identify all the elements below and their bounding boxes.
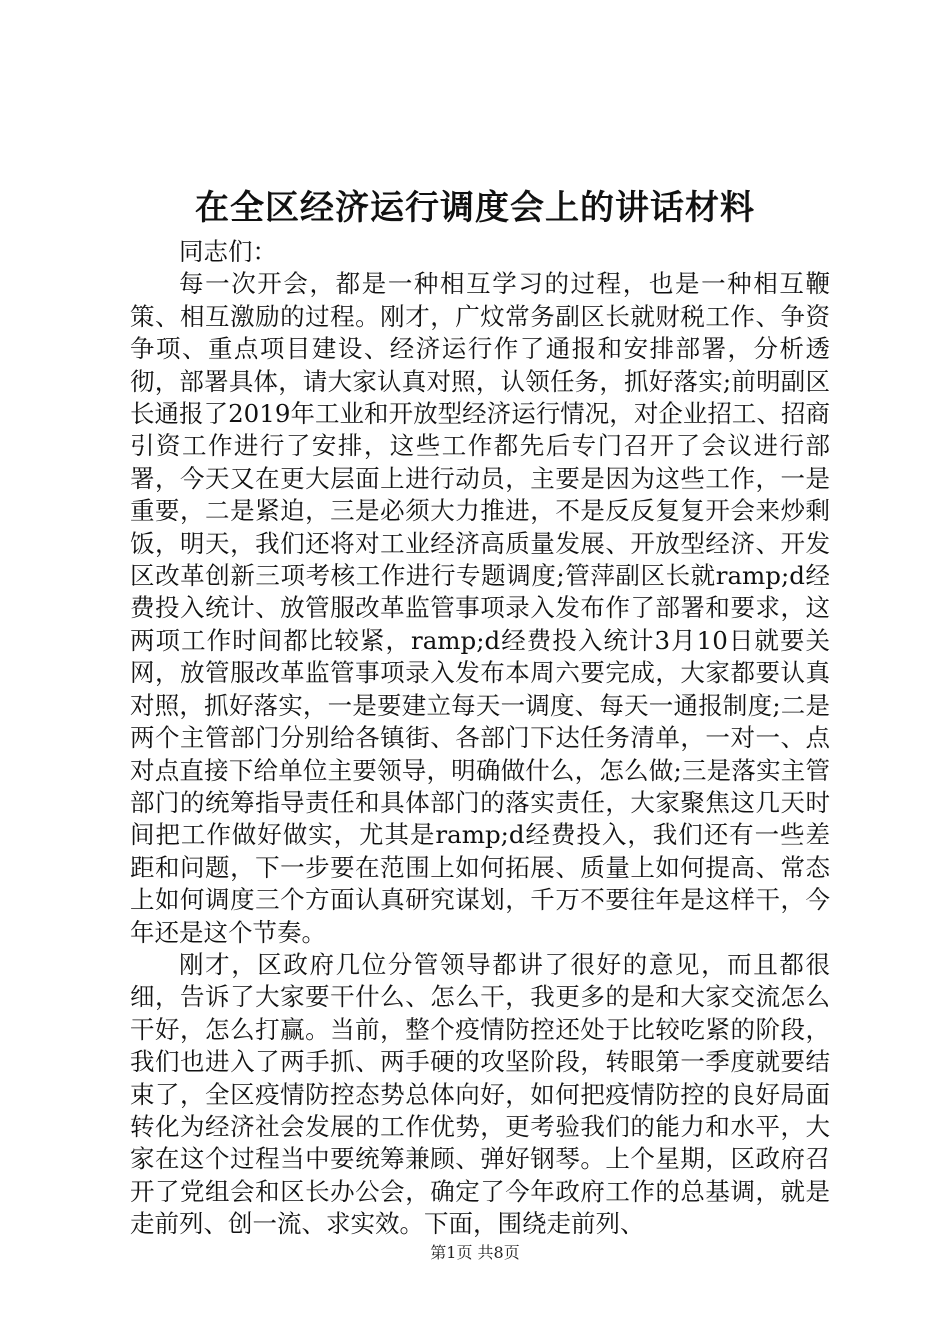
- page-number: 第1页 共8页: [430, 1243, 520, 1262]
- paragraph-2: 刚才，区政府几位分管领导都讲了很好的意见，而且都很细，告诉了大家要干什么、怎么干，我更多的是和大家交流怎么干好，怎么打赢。当前，整个疫情防控还处于比较吃紧的阶段，我们也进入了两手抓、两手硬的攻坚阶段，转眼第一季度就要结束了，全区疫情防控态势总体向好，如何把疫情防控的良好局面转化为经济社会发展的工作优势，更考验我们的能力和水平，大家在这个过程当中要统筹兼顾、弹好钢琴。上个星期，区政府召开了党组会和区长办公会，确定了今年政府工作的总基调，就是走前列、创一流、求实效。下面，围绕走前列、: [130, 949, 830, 1239]
- page-footer: [0, 1242, 950, 1264]
- document-title: 在全区经济运行调度会上的讲话材料: [195, 188, 755, 228]
- document-body: [130, 236, 830, 1241]
- salutation: 同志们：: [179, 237, 277, 266]
- paragraph-1: 每一次开会，都是一种相互学习的过程，也是一种相互鞭策、相互激励的过程。刚才，广炆常务副区长就财税工作、争资争项、重点项目建设、经济运行作了通报和安排部署，分析透彻，部署具体，请大家认真对照，认领任务，抓好落实;前明副区长通报了2019年工业和开放型经济运行情况，对企业招工、招商引资工作进行了安排，这些工作都先后专门召开了会议进行部署，今天又在更大层面上进行动员，主要是因为这些工作，一是重要，二是紧迫，三是必须大力推进，不是反反复复开会来炒剩饭，明天，我们还将对工业经济高质量发展、开放型经济、开发区改革创新三项考核工作进行专题调度;管萍副区长就ramp;d经费投入统计、放管服改革监管事项录入发布作了部署和要求，这两项工作时间都比较紧，ramp;d经费投入统计3月10日就要关网，放管服改革监管事项录入发布本周六要完成，大家都要认真对照，抓好落实，一是要建立每天一调度、每天一通报制度;二是两个主管部门分别给各镇街、各部门下达任务清单，一对一、点对点直接下给单位主要领导，明确做什么，怎么做;三是落实主管部门的统筹指导责任和具体部门的落实责任，大家聚焦这几天时间把工作做好做实，尤其是ramp;d经费投入，我们还有一些差距和问题，下一步要在范围上如何拓展、质量上如何提高、常态上如何调度三个方面认真研究谋划，千万不要往年是这样干，今年还是这个节奏。: [130, 269, 830, 947]
